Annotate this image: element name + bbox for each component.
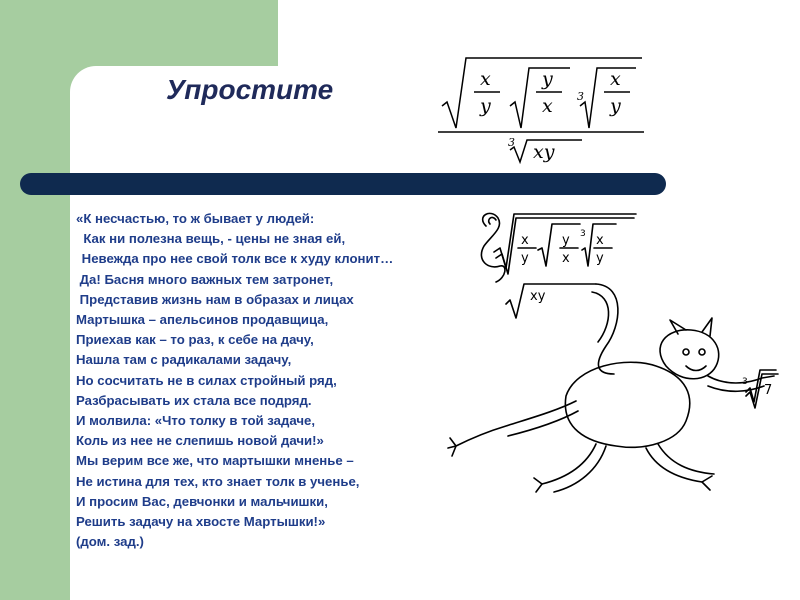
monkey-frac1-num: x [521,233,529,248]
slide-title: Упростите [166,74,334,105]
denominator-radicand: xy [533,141,555,163]
monkey-frac3-den: y [596,251,604,266]
poem-line: И молвила: «Что толку в той задаче, [76,413,316,429]
monkey-frac2-den: x [562,251,570,266]
monkey-frac3-num: x [596,233,604,248]
monkey-frac2-num: y [562,233,570,248]
poem-line: Не истина для тех, кто знает толк в ученье, [76,473,360,489]
frac1-denominator: y [480,95,491,117]
denominator-root-index: 3 [508,136,515,149]
poem-line: Коль из нее не слепишь новой дачи!» [76,433,324,449]
frac2-denominator: x [542,95,553,117]
frac3-numerator: x [610,68,621,90]
poem-line: Да! Басня много важных тем затронет, [76,271,334,287]
monkey-illustration [446,196,786,496]
poem-line: Представив жизнь нам в образах и лицах [76,291,354,307]
poem-line: Решить задачу на хвосте Мартышки!» [76,514,326,530]
poem-line: Невежда про нее свой толк все к худу клонит… [78,251,394,267]
poem-line: Разбрасывать их стала все подряд. [76,392,312,408]
monkey-bottom-radicand: xy [530,289,546,304]
monkey-cube-index: 3 [580,229,586,239]
poem-line: Но сосчитать не в силах стройный ряд, [76,372,337,388]
monkey-hand-radicand: 7 [764,383,773,398]
monkey-hand-index: 3 [742,377,748,387]
frac3-denominator: y [610,95,621,117]
title-divider-bar [20,173,666,195]
poem-line: Как ни полезна вещь, - цены не зная ей, [76,231,346,247]
monkey-frac1-den: y [521,251,529,266]
poem-line: «К несчастью, то ж бывает у людей: [76,211,315,226]
poem-line: Мартышка – апельсинов продавщица, [76,312,329,328]
poem-line: Мы верим все же, что мартышки мненье – [76,453,354,469]
cube-root-index: 3 [577,90,584,103]
poem-text [76,209,456,552]
poem-line: И просим Вас, девчонки и мальчишки, [76,493,328,509]
main-formula [438,52,648,164]
frac2-numerator: y [542,68,553,90]
frac1-numerator: x [480,68,491,90]
poem-line: (дом. зад.) [76,534,144,550]
poem-line: Приехав как – то раз, к себе на дачу, [76,332,314,348]
poem-line: Нашла там с радикалами задачу, [76,352,292,368]
